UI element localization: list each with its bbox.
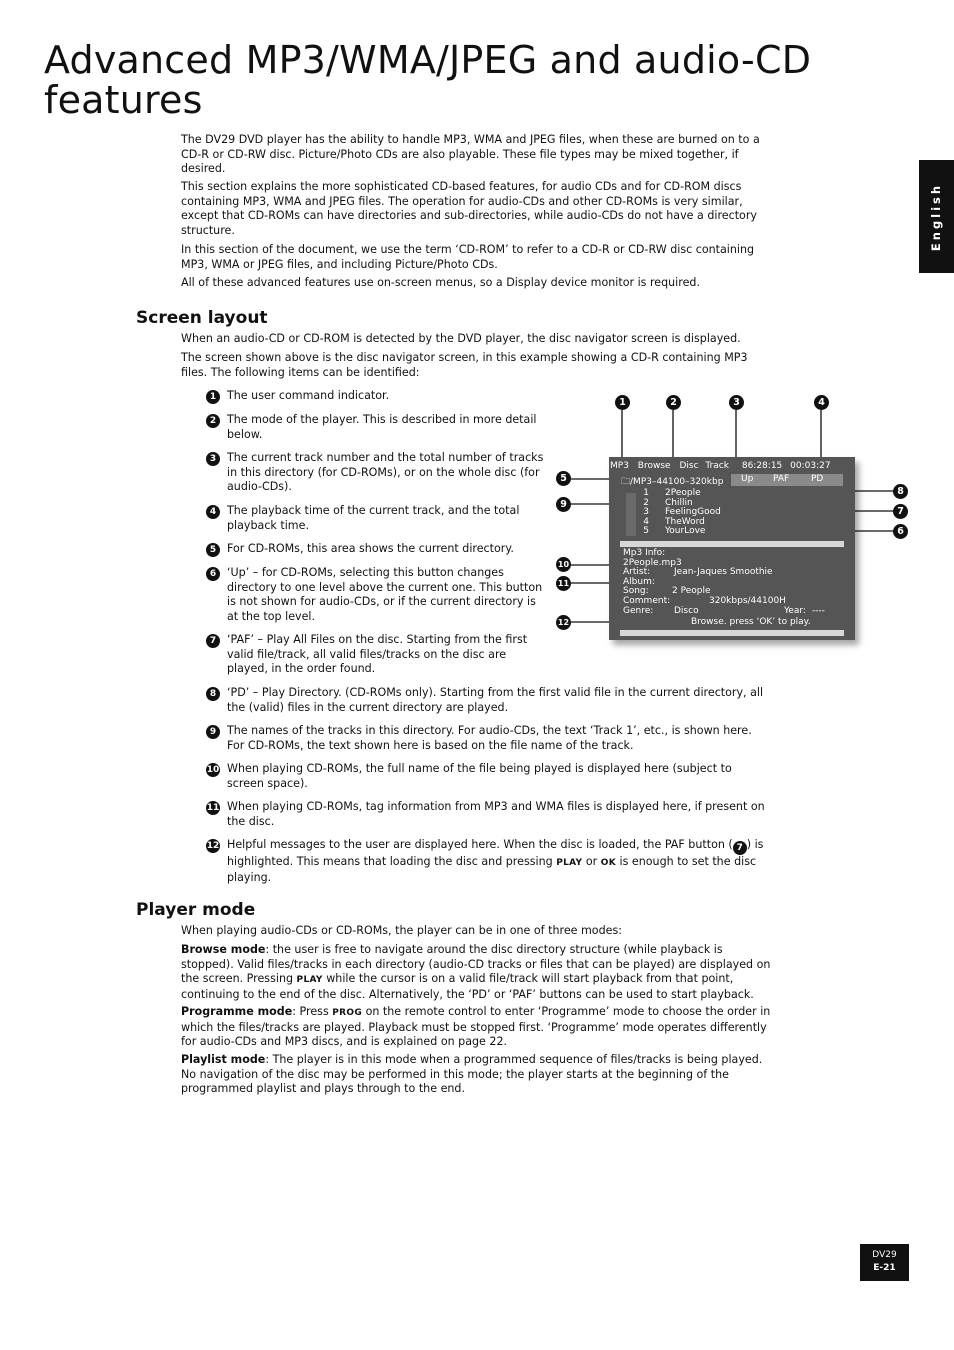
item-text: ‘PAF’ – Play All Files on the disc. Starting from the first valid file/track, all valid files/tracks on the disc are played, in the order found. (227, 633, 528, 675)
callout-8: 8 (893, 484, 908, 499)
programme-mode-label: Programme mode (181, 1005, 293, 1018)
user-command-indicator: MP3 (610, 461, 629, 471)
track-label: Track (705, 461, 729, 471)
model-name: DV29 (872, 1250, 897, 1260)
track-number: 1 (643, 488, 649, 498)
folder-icon: 🗀 (621, 477, 631, 487)
programme-mode-text: : Press (292, 1005, 333, 1018)
intro-paragraph-2: This section explains the more sophisticated CD-based features, for audio CDs and for CD-ROM discs containing MP3, WMA and JPEG files. The operation for audio-CDs and other CD-ROMs is very similar, except that CD-ROMs can have directories and sub-directories, while audio-CDs do not have a directory structure. (181, 180, 757, 237)
callout-12: 12 (556, 615, 571, 630)
playlist-mode-text: : The player is in this mode when a programmed sequence of files/tracks is being played. No navigation of the disc may be performed in this mode; the player starts at the beginning of the programmed playlist and plays through to the end. (181, 1053, 763, 1095)
list-item[interactable] (629, 527, 721, 537)
track-name: FeelingGood (665, 507, 721, 517)
directory-path: /MP3–44100–320kbp (630, 477, 724, 487)
divider-bar (620, 630, 844, 636)
comment-label: Comment: (623, 595, 671, 606)
browse-mode-label: Browse mode (181, 943, 266, 956)
item-number: 5 (206, 543, 220, 557)
screen-layout-heading: Screen layout (136, 308, 268, 328)
ok-key-label: OK (600, 858, 616, 868)
genre-value: Disco (674, 605, 699, 616)
player-mode-heading: Player mode (136, 900, 256, 920)
item-text: The playback time of the current track, and the total playback time. (227, 504, 520, 532)
intro-paragraph-1: The DV29 DVD player has the ability to handle MP3, WMA and JPEG files, when these are burned on to a CD-R or CD-RW disc. Picture/Photo CDs are also playable. These file types may be mixed together, if desired. (181, 133, 760, 175)
item-text: The user command indicator. (227, 389, 390, 402)
callout-1: 1 (615, 395, 630, 410)
item-number: 6 (206, 567, 220, 581)
comment-value: 320kbps/44100H (709, 595, 786, 606)
item-text-part: ) is highlighted. This means that loading the disc and pressing (227, 838, 764, 868)
item-text-part: Helpful messages to the user are displayed here. When the disc is loaded, the PAF button ( (227, 838, 733, 851)
callout-5: 5 (556, 471, 571, 486)
paf-button[interactable]: PAF (773, 474, 790, 484)
track-time: 86:28:15 (741, 461, 783, 471)
screen-layout-paragraph-2: The screen shown above is the disc navigator screen, in this example showing a CD-R containing MP3 files. The following items can be identified: (181, 351, 748, 379)
track-number: 4 (643, 516, 649, 527)
item-number: 9 (206, 725, 220, 739)
playlist-mode-label: Playlist mode (181, 1053, 266, 1066)
callout-11: 11 (556, 576, 571, 591)
callout-9: 9 (556, 497, 571, 512)
page-footer (860, 1244, 909, 1281)
year-value: ---- (811, 605, 825, 616)
programme-mode-paragraph (181, 1005, 773, 1050)
browse-mode-text: while the cursor is on a valid file/track will start playback from that point, continuing to the end of the disc. Alternatively, the ‘PD’ or ‘PAF’ buttons can be used to start playback. (181, 972, 754, 1001)
genre-label: Genre: (623, 605, 654, 616)
disc-label: Disc (679, 461, 699, 471)
screen-status-bar (610, 461, 837, 471)
item-text: The current track number and the total number of tracks in this directory (for CD-ROMs), or on the whole disc (for audio-CDs). (227, 451, 544, 493)
playlist-mode-paragraph (181, 1053, 773, 1097)
item-number: 12 (206, 841, 220, 851)
track-number: 2 (643, 497, 649, 508)
prog-key-label: PROG (332, 1008, 363, 1018)
player-mode-indicator: Browse (637, 461, 671, 471)
total-time: 00:03:27 (790, 461, 831, 471)
track-name: TheWord (665, 516, 705, 527)
item-text: For CD-ROMs, this area shows the current directory. (227, 542, 514, 555)
info-header: Mp3 Info: (623, 548, 666, 558)
disc-navigator-screen (609, 457, 855, 640)
item-text: ‘PD’ – Play Directory. (CD-ROMs only). Starting from the first valid file in the current directory, all the (valid) files in the current directory are played. (227, 686, 764, 714)
screen-layout-paragraph-1: When an audio-CD or CD-ROM is detected by the DVD player, the disc navigator screen is displayed. (181, 332, 741, 345)
track-number: 3 (643, 507, 649, 517)
song-value: 2 People (672, 586, 711, 597)
item-number: 11 (206, 803, 220, 813)
artist-value: Jean-Jaques Smoothie (674, 567, 773, 578)
song-label: Song: (623, 586, 649, 597)
item-number: 4 (206, 505, 220, 519)
item-number: 1 (206, 390, 220, 404)
track-name: Chillin (665, 497, 693, 508)
item-text: The names of the tracks in this directory. For audio-CDs, the text ‘Track 1’, etc., is shown here. For CD-ROMs, the text shown here is based on the file name of the track. (227, 724, 752, 752)
item-number: 10 (206, 765, 220, 775)
callout-7: 7 (893, 504, 908, 519)
player-mode-paragraph: When playing audio-CDs or CD-ROMs, the player can be in one of three modes: (181, 924, 622, 937)
callout-10: 10 (556, 557, 571, 572)
tag-info (623, 549, 825, 616)
play-key-label: PLAY (556, 858, 583, 868)
playing-filename: 2People.mp3 (623, 557, 682, 568)
callout-6: 6 (893, 524, 908, 539)
item-text: The mode of the player. This is described in more detail below. (227, 413, 537, 441)
help-message: Browse. press ‘OK’ to play. (691, 617, 811, 627)
item-reference-number: 7 (733, 841, 747, 855)
track-list (629, 489, 721, 537)
callout-4: 4 (814, 395, 829, 410)
item-text (227, 838, 767, 885)
intro-paragraph-4: All of these advanced features use on-screen menus, so a Display device monitor is required. (181, 276, 700, 289)
language-tab-label: English (929, 182, 944, 251)
item-number: 2 (206, 414, 220, 428)
item-text: When playing CD-ROMs, the full name of the file being played is displayed here (subject to screen space). (227, 762, 732, 790)
item-text-part: or (582, 855, 601, 868)
item-number: 3 (206, 452, 220, 466)
intro-paragraph-3: In this section of the document, we use the term ‘CD-ROM’ to refer to a CD-R or CD-RW disc containing MP3, WMA or JPEG files, and including Picture/Photo CDs. (181, 243, 755, 271)
track-name: 2People (665, 488, 701, 498)
page-number: E-21 (873, 1263, 896, 1273)
divider-bar (620, 541, 844, 547)
album-label: Album: (623, 576, 655, 587)
page-title: Advanced MP3/WMA/JPEG and audio-CD features (44, 38, 812, 122)
callout-2: 2 (666, 395, 681, 410)
artist-label: Artist: (623, 567, 651, 578)
track-number: 5 (643, 526, 649, 536)
track-name: YourLove (665, 526, 706, 536)
up-button[interactable]: Up (741, 474, 754, 484)
item-number: 8 (206, 687, 220, 701)
programme-mode-text: on the remote control to enter ‘Programme’ mode to choose the order in which the files/tracks are played. Playback must be stopped first. ‘Programme’ mode operates differently for audio-CDs and MP3 discs, and is explained on page 22. (181, 1005, 771, 1048)
year-label: Year: (784, 605, 806, 616)
item-text: When playing CD-ROMs, tag information from MP3 and WMA files is displayed here, if present on the disc. (227, 800, 765, 828)
callout-3: 3 (729, 395, 744, 410)
play-key-label: PLAY (296, 975, 323, 985)
pd-button[interactable]: PD (811, 474, 824, 484)
item-text-part: is enough to set the disc playing. (227, 855, 757, 884)
item-text: ‘Up’ – for CD-ROMs, selecting this button changes directory to one level above the current one. This button is not shown for audio-CDs, or if the current directory is at the top level. (227, 566, 543, 623)
browse-mode-paragraph (181, 943, 773, 1002)
browse-mode-text: : the user is free to navigate around the disc directory structure (while playback is stopped). Valid files/tracks in each directory (audio-CD tracks or files that can be played) are displayed on the screen. Pressing (181, 943, 771, 985)
item-number: 7 (206, 634, 220, 648)
